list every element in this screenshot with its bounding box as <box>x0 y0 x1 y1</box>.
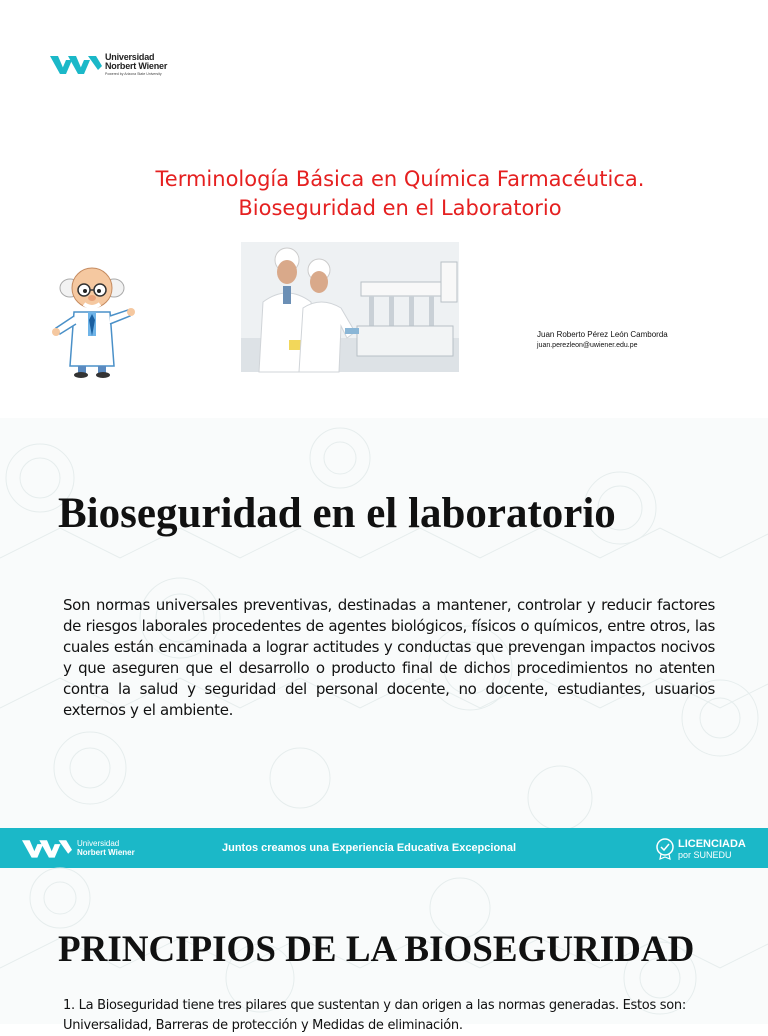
logo-line-2: Norbert Wiener <box>105 61 168 71</box>
definition-paragraph: Son normas universales preventivas, destinadas a mantener, controlar y reducir factores de riesgos laborales procedentes de agentes biológicos, físicos o químicos, entre otros, las cuales están encaminada a lograr actitudes y conductas que prevengan impactos nocivos y que aseguren que el desarrollo o producto final de dichos procedimientos no atenten contra la salud y seguridad del personal docente, no docente, estudiantes, usuarios externos y el ambiente. <box>63 596 715 719</box>
license-line-1: LICENCIADA <box>678 838 746 850</box>
university-logo <box>50 50 190 78</box>
license-seal-icon <box>655 837 675 859</box>
title-line-1: Terminología Básica en Química Farmacéutica. <box>155 167 645 191</box>
slide-heading: Bioseguridad en el laboratorio <box>58 490 616 537</box>
wiener-logo-icon <box>50 52 102 76</box>
title-line-2: Bioseguridad en el Laboratorio <box>238 196 562 220</box>
laboratory-photo <box>241 242 459 372</box>
principles-paragraph: 1. La Bioseguridad tiene tres pilares que sustentan y dan origen a las normas generadas. Estos son: Universalidad, Barreras de protección y Medidas de eliminación. <box>63 998 686 1033</box>
banner-slogan: Juntos creamos una Experiencia Educativa Excepcional <box>222 842 517 854</box>
scientist-cartoon-image <box>48 262 136 378</box>
license-line-2: por SUNEDU <box>678 850 732 860</box>
wiener-logo-icon <box>22 836 72 860</box>
author-name: Juan Roberto Pérez León Camborda <box>537 330 668 339</box>
author-email: juan.perezleon@uwiener.edu.pe <box>537 342 638 349</box>
biosafety-slide <box>0 418 768 828</box>
banner-university-line-1: Universidad <box>77 839 120 848</box>
banner-university-line-2: Norbert Wiener <box>77 848 135 857</box>
principles-slide <box>0 868 768 1033</box>
slide-heading: PRINCIPIOS DE LA BIOSEGURIDAD <box>58 929 695 970</box>
title-slide <box>0 0 768 418</box>
logo-line-1: Universidad <box>105 52 155 62</box>
presentation-title <box>100 165 700 223</box>
logo-line-3: Powered by Arizona State University <box>105 72 162 76</box>
university-banner <box>0 828 768 868</box>
